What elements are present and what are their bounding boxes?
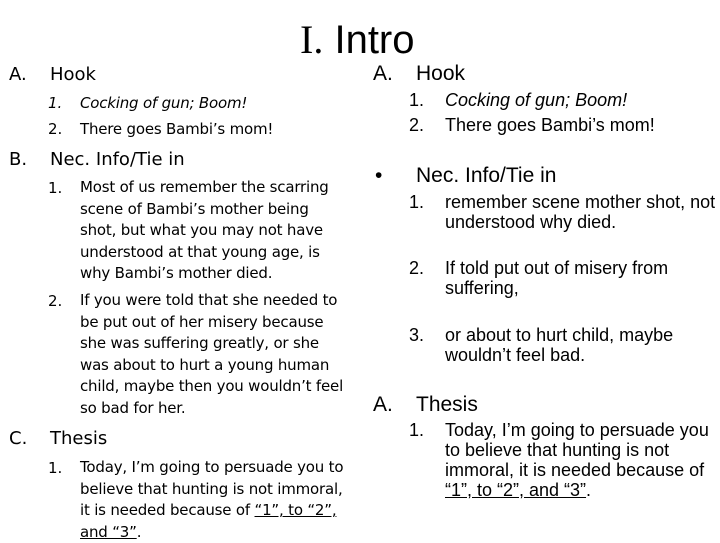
title-numeral: I. — [300, 17, 324, 62]
left-thesis-heading: Thesis — [50, 428, 108, 449]
right-nec-item-num: 3. — [409, 325, 425, 345]
left-nec-letter: B. — [9, 149, 28, 170]
left-thesis-letter: C. — [9, 428, 28, 449]
left-hook-item-num: 1. — [48, 94, 63, 112]
left-nec-item-text: Most of us remember the scarring scene of Bambi’s mother being shot, but what you may not have understood at that young age, is why Bambi’s mother died. — [80, 178, 329, 282]
right-nec-item-num: 1. — [409, 192, 425, 212]
title-text: Intro — [334, 18, 415, 62]
right-hook-item-num: 2. — [409, 115, 425, 135]
right-thesis-quoted: “1”, to “2”, and “3” — [445, 480, 587, 500]
right-thesis-letter: A. — [373, 393, 393, 416]
right-hook-item-num: 1. — [409, 90, 425, 110]
right-hook-heading: Hook — [416, 62, 466, 85]
left-nec-heading: Nec. Info/Tie in — [50, 149, 185, 170]
right-nec-heading: Nec. Info/Tie in — [416, 164, 557, 187]
left-nec-item-num: 1. — [48, 179, 63, 197]
right-nec-item-text: remember scene mother shot, not understood why died. — [445, 192, 716, 232]
right-nec-bullet: • — [375, 164, 383, 187]
left-thesis-item-text: Today, I’m going to persuade you to believe that hunting is not immoral, it is needed because of “1”, to “2”, and “3”. — [80, 458, 344, 541]
right-hook-item-text: Cocking of gun; Boom! — [445, 90, 628, 110]
right-nec-item-text: or about to hurt child, maybe wouldn’t feel bad. — [445, 325, 674, 365]
left-thesis-item-num: 1. — [48, 459, 63, 477]
left-nec-item-num: 2. — [48, 292, 63, 310]
left-thesis-quoted: “1”, to “2”, and “3” — [80, 501, 337, 541]
right-hook-item-text: There goes Bambi’s mom! — [445, 115, 655, 135]
left-hook-heading: Hook — [50, 64, 96, 85]
right-nec-item-text: If told put out of misery from suffering, — [445, 258, 669, 298]
left-hook-item-num: 2. — [48, 120, 63, 138]
right-hook-letter: A. — [373, 62, 393, 85]
left-hook-letter: A. — [9, 64, 27, 85]
left-nec-item-text: If you were told that she needed to be put out of her misery because she was suffering greatly, or she was about to hurt a young human child, maybe then you wouldn’t feel so bad for her. — [80, 291, 344, 417]
right-thesis-heading: Thesis — [416, 393, 478, 416]
right-thesis-item-text: Today, I’m going to persuade you to believe that hunting is not immoral, it is needed because of “1”, to “2”, and “3”. — [445, 420, 709, 500]
right-nec-item-num: 2. — [409, 258, 425, 278]
right-thesis-item-num: 1. — [409, 420, 425, 440]
left-hook-item-text: There goes Bambi’s mom! — [80, 120, 274, 138]
slide-title — [300, 17, 415, 62]
left-hook-item-text: Cocking of gun; Boom! — [80, 94, 248, 112]
